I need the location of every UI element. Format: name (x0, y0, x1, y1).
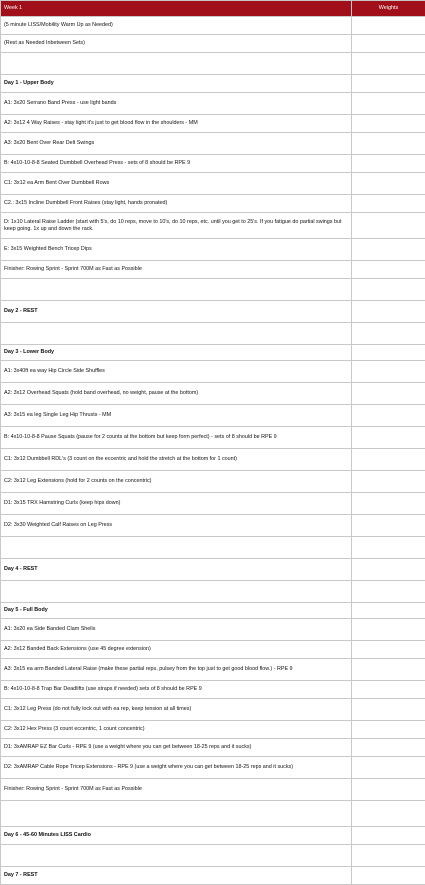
exercise-cell[interactable]: A2: 3x12 Banded Back Extensions (use 45 degree extension) (1, 641, 352, 659)
weights-cell[interactable] (352, 603, 425, 619)
exercise-cell[interactable]: D1: 3xAMRAP EZ Bar Curls - RPE 9 (use a weight where you can get between 18-25 reps and it sucks) (1, 739, 352, 757)
weights-cell[interactable] (352, 279, 425, 301)
exercise-cell[interactable] (1, 323, 352, 345)
table-row (1, 133, 425, 155)
weights-cell[interactable] (352, 515, 425, 537)
exercise-cell[interactable]: E: 3x15 Weighted Bench Tricep Dips (1, 239, 352, 261)
exercise-cell[interactable]: B: 4x10-10-8-8 Trap Bar Deadlifts (use straps if needed) sets of 8 should be RPE 9 (1, 681, 352, 699)
exercise-cell[interactable]: Finisher: Rowing Sprint - Sprint 700M as Fast as Possible (1, 779, 352, 801)
weights-cell[interactable] (352, 449, 425, 471)
table-row (1, 75, 425, 93)
exercise-cell[interactable]: C1: 3x12 Leg Press (do not fully lock out with ea rep, keep tension at all times) (1, 699, 352, 721)
table-row (1, 603, 425, 619)
table-row (1, 361, 425, 383)
table-row (1, 471, 425, 493)
table-row (1, 801, 425, 827)
table-row (1, 845, 425, 867)
weights-cell[interactable] (352, 619, 425, 641)
weights-cell[interactable] (352, 779, 425, 801)
exercise-cell[interactable]: D2: 3xAMRAP Cable Rope Tricep Extensions - RPE 9 (use a weight where you can get between 18-25 reps and it sucks) (1, 757, 352, 779)
day-heading[interactable]: Day 1 - Upper Body (1, 75, 352, 93)
table-row (1, 239, 425, 261)
weights-cell[interactable] (352, 427, 425, 449)
weights-cell[interactable] (352, 301, 425, 323)
table-row (1, 323, 425, 345)
weights-cell[interactable] (352, 93, 425, 115)
weights-cell[interactable] (352, 261, 425, 279)
table-row (1, 261, 425, 279)
table-row (1, 279, 425, 301)
weights-cell[interactable] (352, 239, 425, 261)
exercise-cell[interactable]: (Rest as Needed Inbetween Sets) (1, 35, 352, 53)
weights-cell[interactable] (352, 361, 425, 383)
weights-cell[interactable] (352, 471, 425, 493)
exercise-cell[interactable]: D1: 3x15 TRX Hamstring Curls (keep hips down) (1, 493, 352, 515)
table-row (1, 867, 425, 885)
table-row (1, 345, 425, 361)
table-row (1, 827, 425, 845)
weights-cell[interactable] (352, 17, 425, 35)
table-row (1, 619, 425, 641)
exercise-cell[interactable]: D2: 3x30 Weighted Calf Raises on Leg Press (1, 515, 352, 537)
exercise-cell[interactable]: C2: 3x12 Leg Extensions (hold for 2 counts on the concentric) (1, 471, 352, 493)
exercise-cell[interactable] (1, 801, 352, 827)
day-heading[interactable]: Day 6 - 45-60 Minutes LISS Cardio (1, 827, 352, 845)
table-row (1, 115, 425, 133)
table-row (1, 93, 425, 115)
table-row (1, 537, 425, 559)
day-heading[interactable]: Day 5 - Full Body (1, 603, 352, 619)
table-row (1, 559, 425, 581)
weights-cell[interactable] (352, 867, 425, 885)
header-row (1, 1, 425, 17)
exercise-cell[interactable]: C2.: 3x15 Incline Dumbbell Front Raises (stay light, hands pronated) (1, 195, 352, 213)
table-row (1, 449, 425, 471)
exercise-cell[interactable] (1, 53, 352, 75)
day-heading[interactable]: Day 2 - REST (1, 301, 352, 323)
weights-cell[interactable] (352, 581, 425, 603)
table-row (1, 681, 425, 699)
exercise-cell[interactable]: A1: 3x40ft ea way Hip Circle Side Shuffles (1, 361, 352, 383)
table-row (1, 155, 425, 173)
table-row (1, 35, 425, 53)
weights-cell[interactable] (352, 559, 425, 581)
weights-header[interactable]: Weights (352, 1, 425, 17)
weights-cell[interactable] (352, 757, 425, 779)
exercise-cell[interactable]: A2: 3x12 Overhead Squats (hold band overhead, no weight, pause at the bottom) (1, 383, 352, 405)
exercise-cell[interactable]: A2: 3x12 4 Way Raises - stay light it's just to get blood flow in the shoulders - MM (1, 115, 352, 133)
weights-cell[interactable] (352, 845, 425, 867)
weights-cell[interactable] (352, 35, 425, 53)
table-row (1, 53, 425, 75)
day-heading[interactable]: Day 4 - REST (1, 559, 352, 581)
weights-cell[interactable] (352, 173, 425, 195)
weights-cell[interactable] (352, 681, 425, 699)
exercise-cell[interactable] (1, 537, 352, 559)
table-row (1, 383, 425, 405)
table-row (1, 739, 425, 757)
exercise-cell[interactable] (1, 279, 352, 301)
weights-cell[interactable] (352, 699, 425, 721)
table-row (1, 659, 425, 681)
week-header[interactable]: Week 1 (1, 1, 352, 17)
table-row (1, 427, 425, 449)
table-row (1, 721, 425, 739)
exercise-cell[interactable]: A3: 3x20 Bent Over Rear Delt Swings (1, 133, 352, 155)
exercise-cell[interactable]: A3: 3x15 ea arm Banded Lateral Raise (make these partial reps, pulsey from the top just to get good blood flow.) - RPE 9 (1, 659, 352, 681)
exercise-cell[interactable] (1, 581, 352, 603)
weights-cell[interactable] (352, 383, 425, 405)
weights-cell[interactable] (352, 155, 425, 173)
weights-cell[interactable] (352, 721, 425, 739)
day-heading[interactable]: Day 3 - Lower Body (1, 345, 352, 361)
exercise-cell[interactable]: (5 minute LISS/Mobility Warm Up as Needed) (1, 17, 352, 35)
exercise-cell[interactable]: B: 4x10-10-8-8 Pause Squats (pause for 2 counts at the bottom but keep form perfect) - sets of 8 should be RPE 9 (1, 427, 352, 449)
weights-cell[interactable] (352, 827, 425, 845)
table-row (1, 757, 425, 779)
exercise-cell[interactable]: C1: 3x12 ea Arm Bent Over Dumbbell Rows (1, 173, 352, 195)
day-heading[interactable]: Day 7 - REST (1, 867, 352, 885)
exercise-cell[interactable]: C1: 3x12 Dumbbell RDL's (3 count on the eccentric and hold the stretch at the bottom for 1 count) (1, 449, 352, 471)
exercise-cell[interactable]: B: 4x10-10-8-8 Seated Dumbbell Overhead Press - sets of 8 should be RPE 9 (1, 155, 352, 173)
weights-cell[interactable] (352, 493, 425, 515)
exercise-cell[interactable]: Finisher: Rowing Sprint - Sprint 700M as Fast as Possible (1, 261, 352, 279)
table-row (1, 641, 425, 659)
exercise-cell[interactable]: D: 1x10 Lateral Raise Ladder (start with 5's, do 10 reps, move to 10's, do 10 reps, etc. until you get to 25's. If you fatigue do partial swings but keep going. 1x up and down the rack. (1, 213, 352, 239)
table-row (1, 779, 425, 801)
exercise-cell[interactable]: A1: 3x20 Serrano Band Press - use light bands (1, 93, 352, 115)
table-row (1, 213, 425, 239)
weights-cell[interactable] (352, 323, 425, 345)
weights-cell[interactable] (352, 75, 425, 93)
exercise-cell[interactable] (1, 845, 352, 867)
table-row (1, 699, 425, 721)
weights-cell[interactable] (352, 345, 425, 361)
table-row (1, 493, 425, 515)
weights-cell[interactable] (352, 739, 425, 757)
weights-cell[interactable] (352, 801, 425, 827)
weights-cell[interactable] (352, 537, 425, 559)
weights-cell[interactable] (352, 213, 425, 239)
weights-cell[interactable] (352, 133, 425, 155)
weights-cell[interactable] (352, 659, 425, 681)
weights-cell[interactable] (352, 53, 425, 75)
table-body (1, 17, 425, 885)
table-row (1, 173, 425, 195)
weights-cell[interactable] (352, 641, 425, 659)
exercise-cell[interactable]: A3: 3x15 ea leg Single Leg Hip Thrusts - MM (1, 405, 352, 427)
exercise-cell[interactable]: C2: 3x12 Hex Press (3 count eccentric, 1 count concentric) (1, 721, 352, 739)
table-row (1, 581, 425, 603)
weights-cell[interactable] (352, 405, 425, 427)
weights-cell[interactable] (352, 115, 425, 133)
table-row (1, 405, 425, 427)
weights-cell[interactable] (352, 195, 425, 213)
table-row (1, 17, 425, 35)
table-row (1, 301, 425, 323)
exercise-cell[interactable]: A1: 3x20 ea Side Banded Clam Shells (1, 619, 352, 641)
table-row (1, 195, 425, 213)
table-row (1, 515, 425, 537)
